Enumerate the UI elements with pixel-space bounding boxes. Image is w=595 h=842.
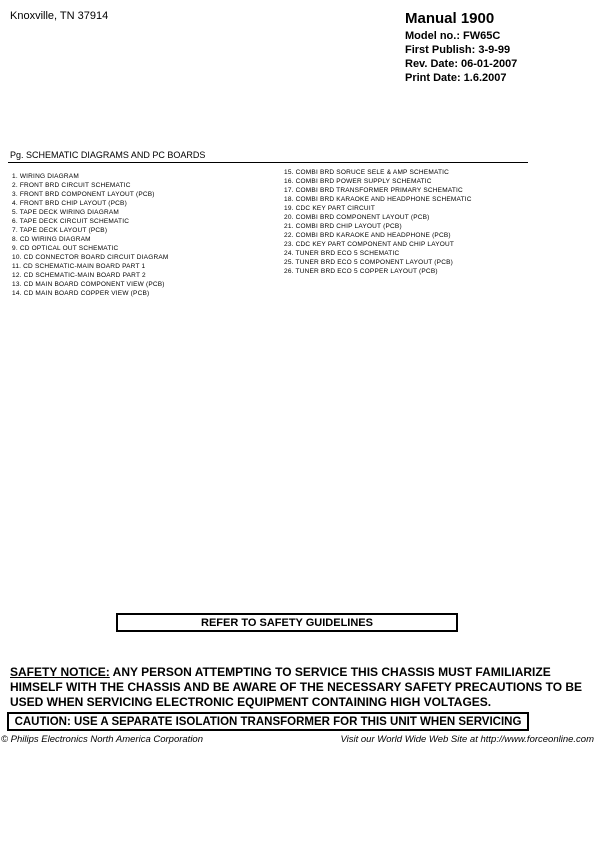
toc-item[interactable]: 2. FRONT BRD CIRCUIT SCHEMATIC [12, 182, 131, 189]
toc-item[interactable]: 4. FRONT BRD CHIP LAYOUT (PCB) [12, 200, 127, 207]
caution-box: CAUTION: USE A SEPARATE ISOLATION TRANSFORMER FOR THIS UNIT WHEN SERVICING [7, 712, 529, 731]
toc-item[interactable]: 1. WIRING DIAGRAM [12, 173, 79, 180]
toc-item[interactable]: 17. COMBI BRD TRANSFORMER PRIMARY SCHEMATIC [284, 187, 463, 194]
toc-item[interactable]: 26. TUNER BRD ECO 5 COPPER LAYOUT (PCB) [284, 268, 438, 275]
toc-item[interactable]: 8. CD WIRING DIAGRAM [12, 236, 91, 243]
manual-info-block [405, 10, 517, 85]
toc-item[interactable]: 24. TUNER BRD ECO 5 SCHEMATIC [284, 250, 400, 257]
toc-item[interactable]: 22. COMBI BRD KARAOKE AND HEADPHONE (PCB) [284, 232, 451, 239]
copyright-text: © Philips Electronics North America Corporation [1, 734, 204, 745]
safety-notice-text: ANY PERSON ATTEMPTING TO SERVICE THIS CHASSIS MUST FAMILIARIZE HIMSELF WITH THE CHASSIS AND BE AWARE OF THE NECESSARY SAFETY PRECAUTIONS TO BE USED WHEN SERVICING ELECTRONIC EQUIPMENT CONTAINING HIGH VOLTAGES. [10, 665, 583, 709]
print-date: Print Date: 1.6.2007 [405, 72, 507, 84]
toc-item[interactable]: 13. CD MAIN BOARD COMPONENT VIEW (PCB) [12, 281, 165, 288]
toc-item[interactable]: 23. CDC KEY PART COMPONENT AND CHIP LAYOUT [284, 241, 455, 248]
toc-item[interactable]: 10. CD CONNECTOR BOARD CIRCUIT DIAGRAM [12, 254, 169, 261]
safety-notice-label: SAFETY NOTICE: [10, 665, 110, 679]
toc-item[interactable]: 21. COMBI BRD CHIP LAYOUT (PCB) [284, 223, 402, 230]
revision-date: Rev. Date: 06-01-2007 [405, 58, 518, 70]
model-number: Model no.: FW65C [405, 30, 501, 42]
section-heading: Pg. SCHEMATIC DIAGRAMS AND PC BOARDS [10, 150, 206, 160]
toc-item[interactable]: 11. CD SCHEMATIC-MAIN BOARD PART 1 [12, 263, 146, 270]
toc-item[interactable]: 14. CD MAIN BOARD COPPER VIEW (PCB) [12, 290, 150, 297]
toc-item[interactable]: 20. COMBI BRD COMPONENT LAYOUT (PCB) [284, 214, 430, 221]
toc-item[interactable]: 18. COMBI BRD KARAOKE AND HEADPHONE SCHEMATIC [284, 196, 472, 203]
website-note: Visit our World Wide Web Site at http://www.forceonline.com [340, 734, 594, 745]
toc-item[interactable]: 3. FRONT BRD COMPONENT LAYOUT (PCB) [12, 191, 155, 198]
toc-left-column [12, 172, 169, 298]
toc-right-column [284, 168, 472, 276]
location-text: Knoxville, TN 37914 [10, 10, 109, 22]
section-divider [8, 162, 528, 163]
toc-item[interactable]: 6. TAPE DECK CIRCUIT SCHEMATIC [12, 218, 130, 225]
toc-item[interactable]: 16. COMBI BRD POWER SUPPLY SCHEMATIC [284, 178, 432, 185]
toc-item[interactable]: 9. CD OPTICAL OUT SCHEMATIC [12, 245, 119, 252]
toc-item[interactable]: 12. CD SCHEMATIC-MAIN BOARD PART 2 [12, 272, 146, 279]
safety-guidelines-box: REFER TO SAFETY GUIDELINES [116, 613, 458, 632]
toc-item[interactable]: 25. TUNER BRD ECO 5 COMPONENT LAYOUT (PCB) [284, 259, 454, 266]
safety-notice [10, 665, 585, 710]
toc-item[interactable]: 19. CDC KEY PART CIRCUIT [284, 205, 376, 212]
toc-item[interactable]: 15. COMBI BRD SORUCE SELE & AMP SCHEMATIC [284, 169, 450, 176]
manual-title: Manual 1900 [405, 10, 495, 27]
first-publish-date: First Publish: 3-9-99 [405, 44, 511, 56]
toc-item[interactable]: 7. TAPE DECK LAYOUT (PCB) [12, 227, 108, 234]
toc-item[interactable]: 5. TAPE DECK WIRING DIAGRAM [12, 209, 120, 216]
